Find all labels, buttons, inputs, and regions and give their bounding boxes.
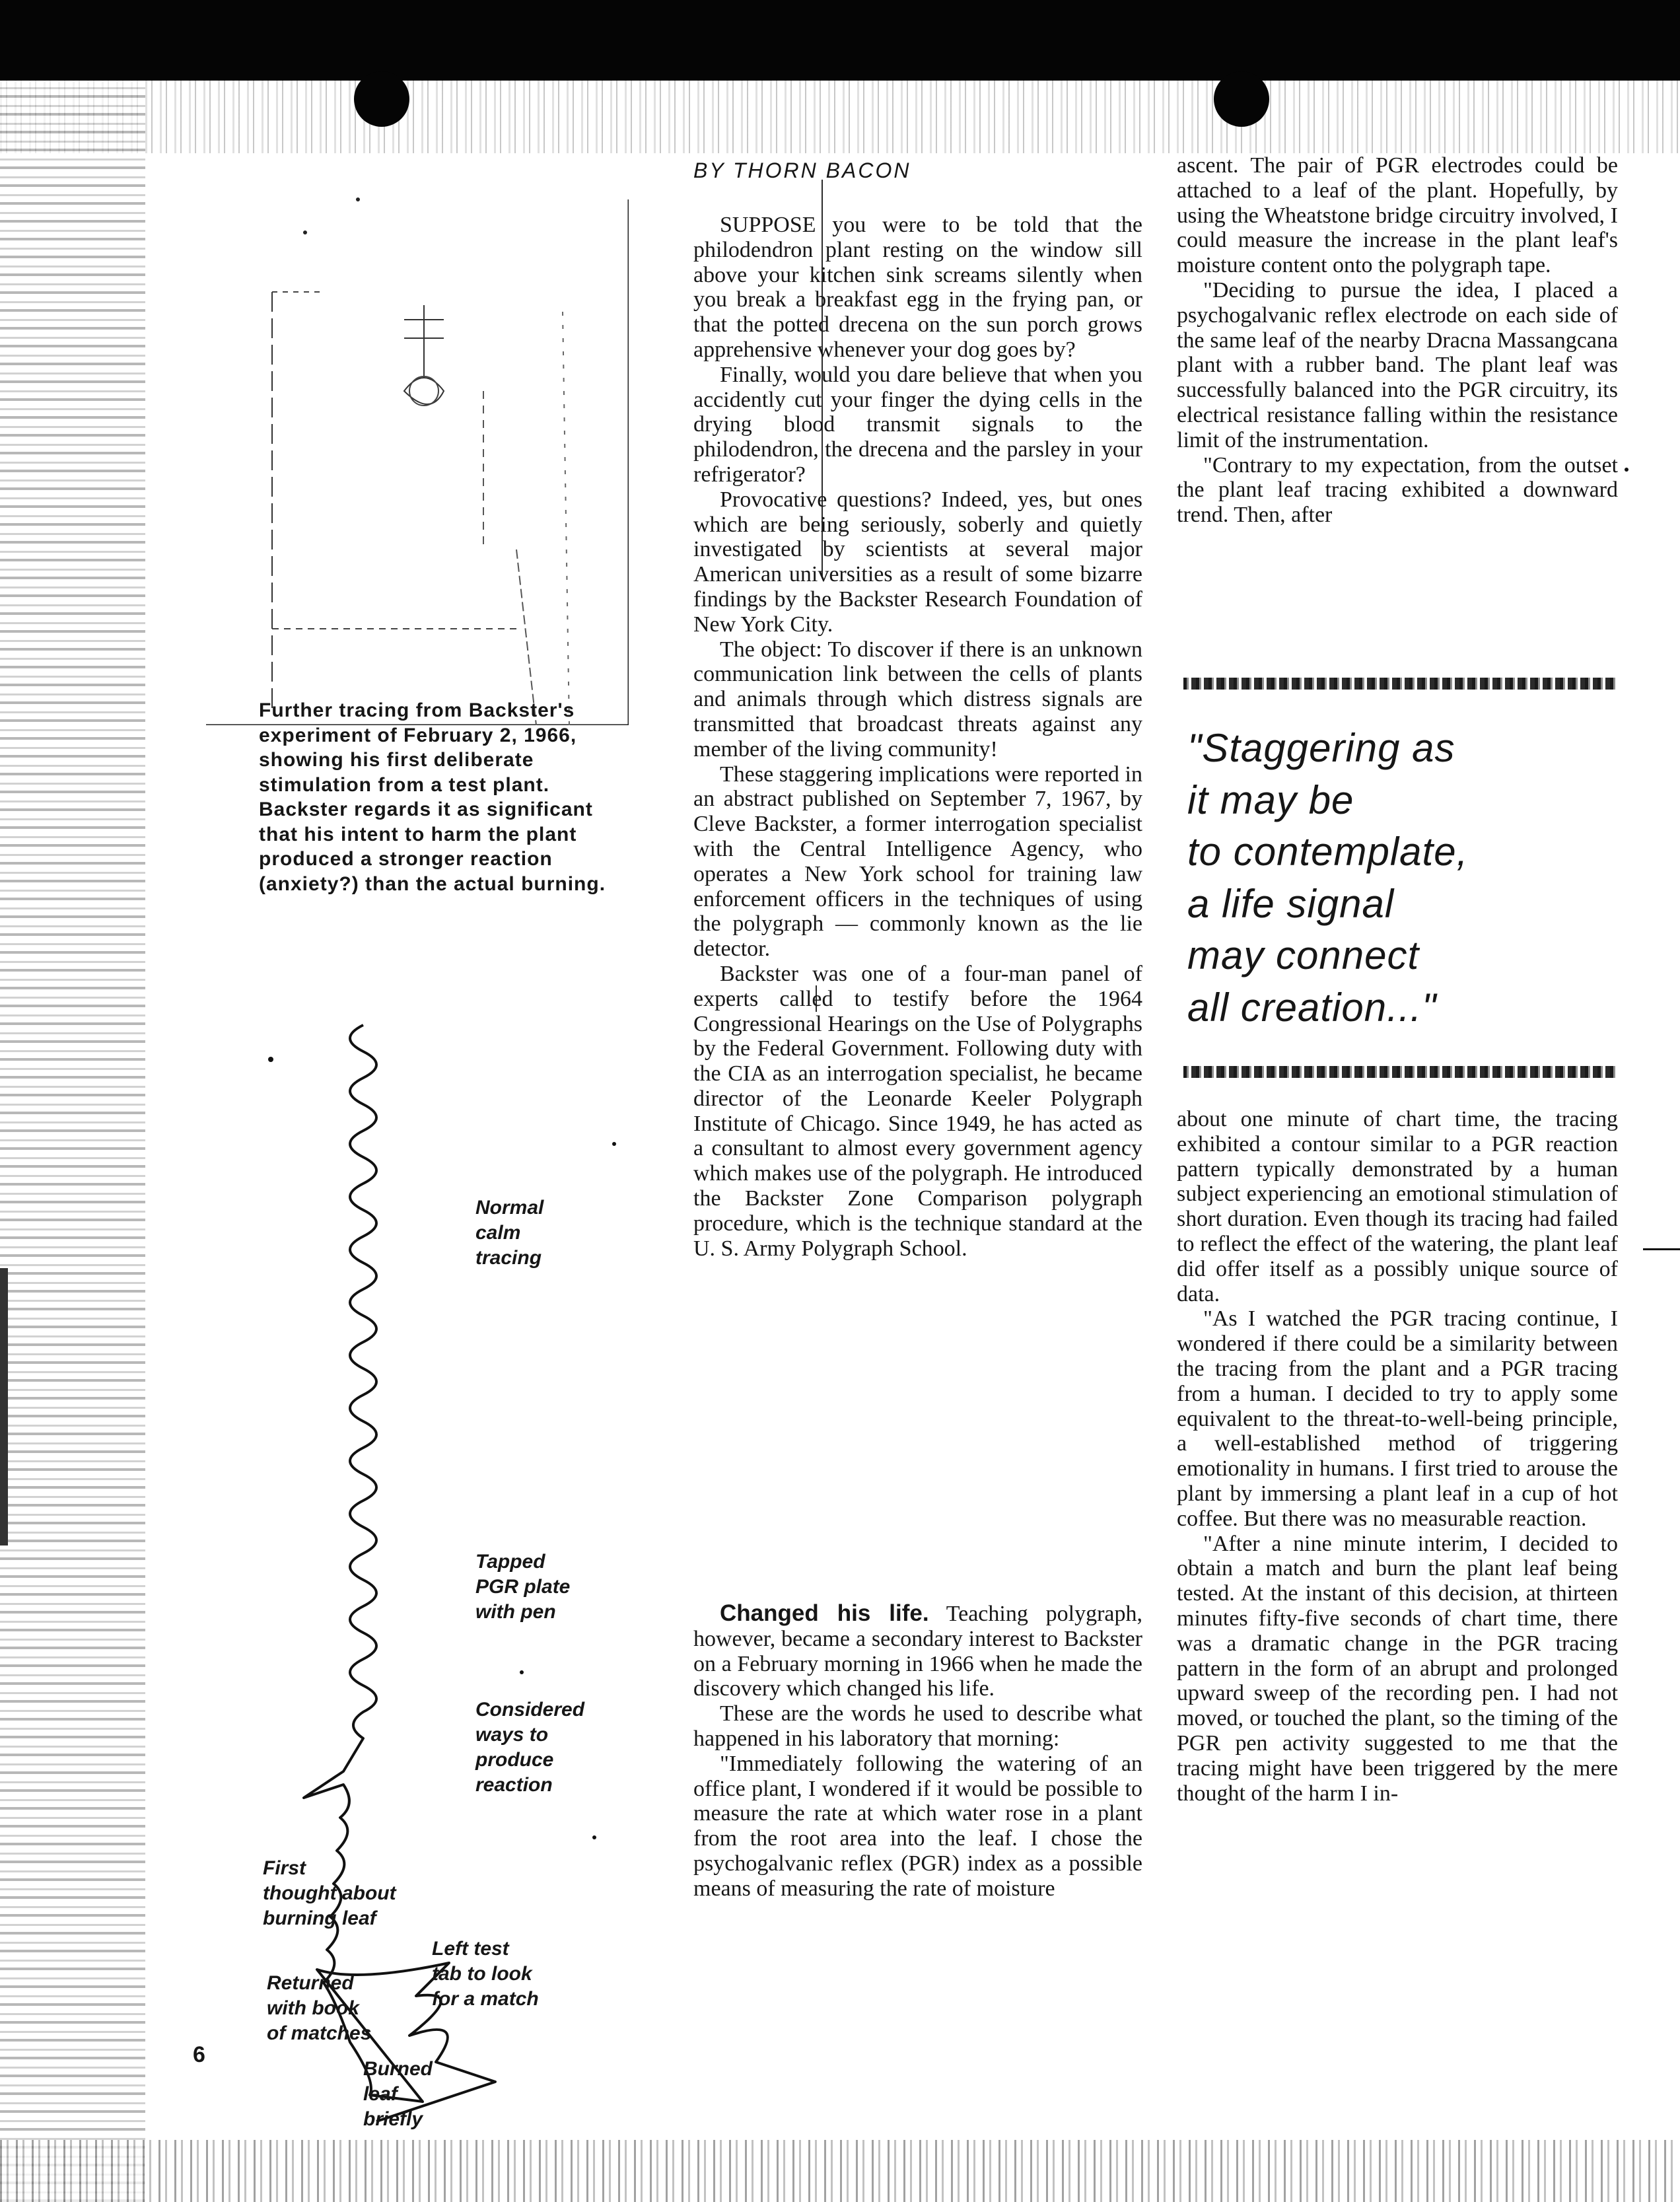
pull-quote-bar-top bbox=[1183, 678, 1617, 690]
paragraph: The object: To discover if there is an unknown communication link between the cells of plants and animals through which distress signals are transmitted that broadcast threats against any member of the living community! bbox=[693, 637, 1142, 762]
trace-label-returned: Returned with book of matches bbox=[267, 1972, 372, 2044]
scan-edge-mark bbox=[0, 1268, 8, 1545]
trace-label-normal: Normal calm tracing bbox=[475, 1197, 544, 1269]
paragraph: "Contrary to my expectation, from the outset the plant leaf tracing exhibited a downward trend. Then, after bbox=[1177, 452, 1618, 528]
trace-label-considered: Considered ways to produce reaction bbox=[475, 1699, 585, 1796]
byline: BY THORN BACON bbox=[693, 159, 911, 182]
paragraph: about one minute of chart time, the tracing exhibited a contour similar to a PGR reaction pattern typically demonstrated by a human subject experiencing an emotional stimulation of short duration. Even though its tracing had failed to reflect the effect of the watering, the plant leaf did offer itself as a possibly unique source of data. bbox=[1177, 1107, 1618, 1306]
scan-mark bbox=[1643, 1248, 1680, 1250]
paragraph: Provocative questions? Indeed, yes, but ones which are being seriously, soberly and quietly investigated by scientists at several major American universities as a result of some bizarre findings by the Backster Research Foundation of New York City. bbox=[693, 487, 1142, 637]
scan-noise-bottom bbox=[0, 2140, 1680, 2202]
magazine-page bbox=[145, 153, 1680, 2140]
paragraph: "As I watched the PGR tracing continue, I wondered if there could be a similarity between the tracing from the plant and a PGR tracing from a human. I decided to try to apply some equivalent to the threat-to-well-being principle, a well-established method of triggering emotionality in humans. I first tried to arouse the plant by immersing a plant leaf in a cup of hot coffee. But there was no measurable reaction. bbox=[1177, 1306, 1618, 1531]
scan-noise-left bbox=[0, 81, 145, 2202]
column-2-lower bbox=[693, 1601, 1142, 1901]
paragraph: Finally, would you dare believe that when you accidently cut your finger the dying cells in the drying blood transmit signals to the philodendron, the drecena and the parsley in your refrigerator? bbox=[693, 362, 1142, 487]
paragraph: Backster was one of a four-man panel of experts called to testify before the 1964 Congressional Hearings on the Use of Polygraphs by the Federal Government. Following duty with the CIA as an interrogation specialist, he became director of the Leonarde Keeler Polygraph Institute of Chicago. Since 1949, he has acted as a consultant to almost every government agency which makes use of the polygraph. He introduced the Backster Zone Comparison polygraph procedure, which is the technique standard at the U. S. Army Polygraph School. bbox=[693, 961, 1142, 1261]
trace-label-first-thought: First thought about burning leaf bbox=[263, 1857, 396, 1929]
trace-label-left-test: Left test tab to look for a match bbox=[432, 1938, 539, 2010]
paragraph: Teaching polygraph, however, became a secondary interest to Backster on a February morning in 1966 when he made the discovery which changed his life. bbox=[693, 1602, 1142, 1701]
column-3-bottom bbox=[1177, 1107, 1618, 1806]
punch-hole-left bbox=[354, 71, 409, 127]
paragraph: "After a nine minute interim, I decided to obtain a match and burn the plant leaf being tested. At the instant of this decision, at thirteen minutes fifty-five seconds of chart time, there was a dramatic change in the PGR tracing pattern in the form of an abrupt and prolonged upward sweep of the recording pen. I had not moved, or touched the plant, so the timing of the PGR pen activity suggested to me that the tracing might have been triggered by the mere thought of the harm I in- bbox=[1177, 1531, 1618, 1806]
subhead: Changed his life. bbox=[720, 1600, 929, 1626]
paragraph: "Deciding to pursue the idea, I placed a psychogalvanic reflex electrode on each side of the same leaf of the nearby Dracna Massangcana plant with a rubber band. The plant leaf was successfully balanced into the PGR circuitry, its electrical resistance falling within the resistance limit of the instrumentation. bbox=[1177, 277, 1618, 452]
pull-quote: "Staggering as it may be to contemplate, a life signal may connect all creation..." bbox=[1187, 726, 1469, 1030]
column-2 bbox=[693, 213, 1142, 1261]
trace-label-tapped: Tapped PGR plate with pen bbox=[475, 1551, 571, 1623]
paragraph: These staggering implications were reported in an abstract published on September 7, 1967, by Cleve Backster, a former interrogation specialist with the Central Intelligence Agency, who operates a New York school for training law enforcement officers in the techniques of using the polygraph — commonly known as the lie detector. bbox=[693, 762, 1142, 962]
punch-hole-right bbox=[1214, 71, 1269, 127]
scan-black-border bbox=[0, 0, 1680, 81]
paragraph: "Immediately following the watering of an office plant, I wondered if it would be possible to measure the rate at which water rose in a plant from the root area into the leaf. I chose the psychogalvanic reflex (PGR) index as a possible means of measuring the rate of moisture bbox=[693, 1751, 1142, 1901]
paragraph: SUPPOSE you were to be told that the philodendron plant resting on the window sill above your kitchen sink screams silently when you break a breakfast egg in the frying pan, or that the potted drecena on the sun porch grows apprehensive whenever your dog goes by? bbox=[693, 213, 1142, 362]
scan-noise-top bbox=[0, 81, 1680, 153]
plant-experiment-figure bbox=[206, 180, 629, 725]
column-3-top bbox=[1177, 153, 1618, 528]
pull-quote-bar-bottom bbox=[1183, 1066, 1617, 1078]
trace-label-burned: Burned leaf briefly bbox=[363, 2058, 433, 2130]
paragraph: These are the words he used to describe what happened in his laboratory that morning: bbox=[693, 1701, 1142, 1751]
figure-caption: Further tracing from Backster's experiment of February 2, 1966, showing his first deliberate stimulation from a test plant. Backster regards it as significant that his intent to harm the plant produced a stronger reaction (anxiety?) than the actual burning. bbox=[259, 699, 606, 895]
page-number: 6 bbox=[193, 2042, 205, 2067]
paragraph: ascent. The pair of PGR electrodes could be attached to a leaf of the plant. Hopefully, by using the Wheatstone bridge circuitry involved, I could measure the increase in the plant leaf's moisture content onto the polygraph tape. bbox=[1177, 153, 1618, 278]
scan-dot bbox=[1625, 468, 1628, 472]
